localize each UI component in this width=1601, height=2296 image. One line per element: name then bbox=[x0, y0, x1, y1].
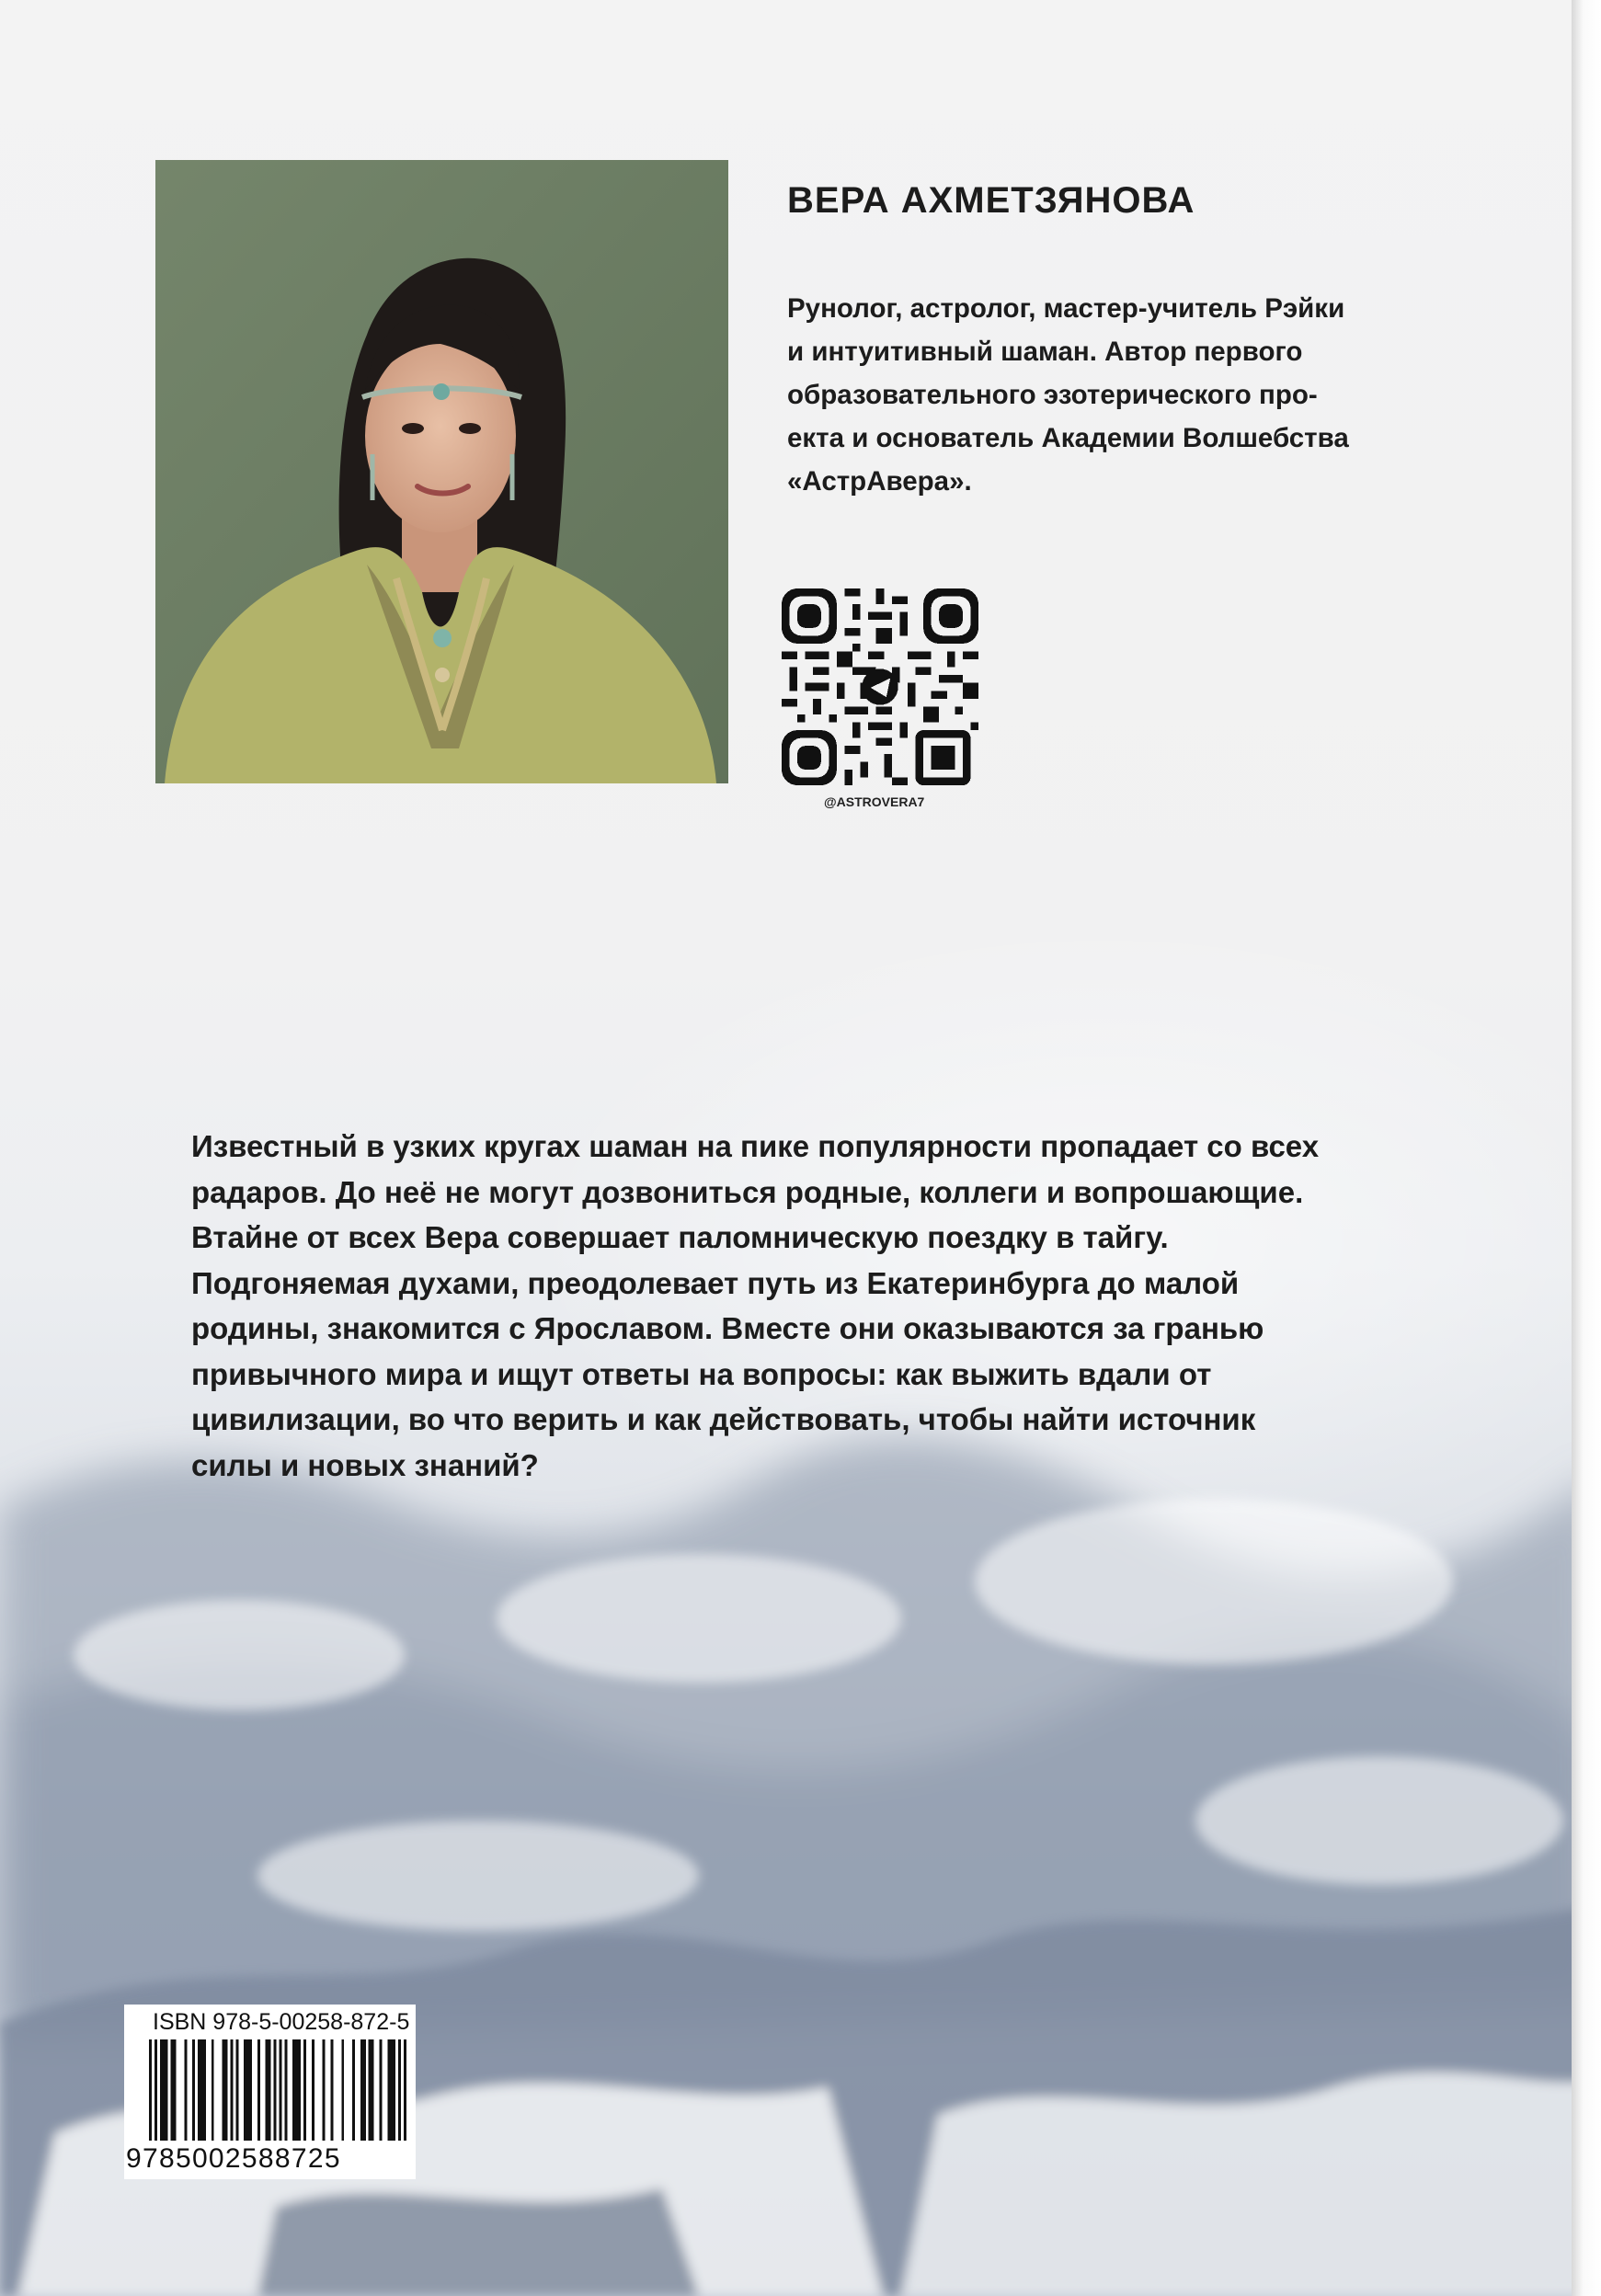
blurb-line: Подгоняемая духами, преодолевает путь из Екатеринбурга до малой bbox=[191, 1265, 1240, 1300]
author-bio-line: «АстрАвера». bbox=[787, 466, 972, 497]
barcode-bar bbox=[200, 2039, 203, 2141]
barcode-bar bbox=[372, 2039, 374, 2141]
blurb-line: Втайне от всех Вера совершает паломническую поездку в тайгу. bbox=[191, 1220, 1169, 1254]
barcode-bar bbox=[398, 2039, 401, 2141]
barcode-bar bbox=[269, 2039, 271, 2141]
author-name: ВЕРА АХМЕТЗЯНОВА bbox=[787, 180, 1195, 221]
barcode-bar bbox=[266, 2039, 269, 2141]
barcode-bar bbox=[330, 2039, 333, 2141]
author-bio-line: екта и основатель Академии Волшебства bbox=[787, 423, 1349, 453]
barcode-bar bbox=[363, 2039, 366, 2141]
barcode-bar bbox=[249, 2039, 252, 2141]
barcode-bar bbox=[295, 2039, 298, 2141]
barcode-bar bbox=[160, 2039, 163, 2141]
barcode-bar bbox=[360, 2039, 363, 2141]
barcode-bar bbox=[235, 2039, 238, 2141]
barcode-bar bbox=[380, 2039, 383, 2141]
barcode-bar bbox=[174, 2039, 177, 2141]
author-bio bbox=[787, 287, 1449, 503]
barcode-bar bbox=[212, 2039, 214, 2141]
barcode-digits: 9785002588725 bbox=[126, 2143, 341, 2174]
barcode-bar bbox=[192, 2039, 195, 2141]
barcode-bar bbox=[312, 2039, 314, 2141]
barcode-bar bbox=[257, 2039, 260, 2141]
blurb-line: родины, знакомится с Ярославом. Вместе они оказываются за гранью bbox=[191, 1311, 1264, 1345]
barcode-bar bbox=[244, 2039, 246, 2141]
blurb-line: привычного мира и ищут ответы на вопросы: как выжить вдали от bbox=[191, 1356, 1212, 1391]
barcode-bar bbox=[352, 2039, 355, 2141]
barcode-bar bbox=[341, 2039, 344, 2141]
barcode-bar bbox=[149, 2039, 152, 2141]
barcode-bar bbox=[298, 2039, 301, 2141]
blurb-line: силы и новых знаний? bbox=[191, 1447, 539, 1482]
barcode-bar bbox=[184, 2039, 187, 2141]
barcode-bar bbox=[163, 2039, 166, 2141]
social-handle: @ASTROVERA7 bbox=[824, 794, 925, 809]
barcode-bar bbox=[171, 2039, 174, 2141]
barcode-bar bbox=[223, 2039, 225, 2141]
barcode-bar bbox=[393, 2039, 395, 2141]
author-bio-line: образовательного эзотерического про- bbox=[787, 380, 1318, 410]
barcode-bar bbox=[387, 2039, 390, 2141]
author-bio-line: и интуитивный шаман. Автор первого bbox=[787, 337, 1303, 367]
barcode-bar bbox=[203, 2039, 206, 2141]
barcode-bar bbox=[292, 2039, 295, 2141]
barcode bbox=[149, 2039, 406, 2141]
barcode-bar bbox=[369, 2039, 372, 2141]
isbn-label: ISBN 978-5-00258-872-5 bbox=[153, 2009, 410, 2035]
barcode-bar bbox=[390, 2039, 393, 2141]
blurb-line: цивилизации, во что верить и как действовать, чтобы найти источник bbox=[191, 1402, 1256, 1436]
cover-edge bbox=[1572, 0, 1601, 2296]
qr-code[interactable] bbox=[782, 588, 978, 785]
blurb-line: Известный в узких кругах шаман на пике популярности пропадает со всех bbox=[191, 1129, 1320, 1163]
book-blurb bbox=[191, 1124, 1387, 1488]
barcode-bar bbox=[230, 2039, 233, 2141]
author-photo bbox=[155, 160, 728, 783]
barcode-bar bbox=[198, 2039, 200, 2141]
blurb-line: радаров. До неё не могут дозвониться родные, коллеги и вопрошающие. bbox=[191, 1174, 1304, 1209]
barcode-bar bbox=[303, 2039, 306, 2141]
barcode-bar bbox=[284, 2039, 287, 2141]
barcode-bar bbox=[323, 2039, 326, 2141]
barcode-bar bbox=[225, 2039, 228, 2141]
barcode-bar bbox=[154, 2039, 157, 2141]
barcode-bar bbox=[246, 2039, 249, 2141]
barcode-bar bbox=[404, 2039, 406, 2141]
barcode-bar bbox=[279, 2039, 281, 2141]
author-bio-line: Рунолог, астролог, мастер-учитель Рэйки bbox=[787, 293, 1345, 324]
barcode-bar bbox=[166, 2039, 168, 2141]
barcode-bar bbox=[274, 2039, 277, 2141]
